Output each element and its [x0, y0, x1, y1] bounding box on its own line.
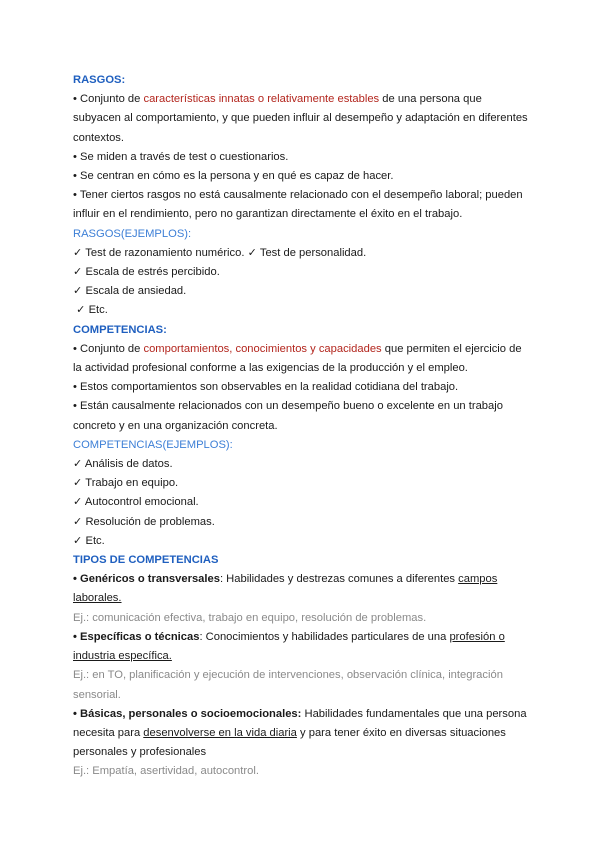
- underlined-text: campos: [458, 573, 498, 586]
- competencias-heading: COMPETENCIAS:: [73, 323, 167, 336]
- highlight-text: características innatas o relativamente estables: [143, 93, 380, 106]
- underlined-text: desenvolverse en la vida diaria: [143, 726, 297, 739]
- text: • Conjunto de: [73, 342, 144, 355]
- rasgos-bullet-relacion-line-1: • Tener ciertos rasgos no está causalmente relacionado con el desempeño laboral; pueden: [73, 189, 523, 202]
- text: • Conjunto de: [73, 93, 144, 106]
- list-item: ✓ Etc.: [73, 304, 108, 317]
- list-item: ✓ Escala de estrés percibido.: [73, 266, 220, 279]
- basicas-line-2: [73, 724, 533, 743]
- rasgos-definition-line-3: contextos.: [73, 131, 124, 144]
- underlined-text: industria específica.: [73, 650, 172, 663]
- list-item: ✓ Test de razonamiento numérico. ✓ Test de personalidad.: [73, 246, 367, 259]
- text: : Habilidades y destrezas comunes a diferentes: [219, 573, 459, 586]
- basicas-example: Ej.: Empatía, asertividad, autocontrol.: [73, 765, 259, 778]
- competencias-bullet-causal-line-1: • Están causalmente relacionados con un desempeño bueno o excelente en un trabajo: [73, 400, 503, 413]
- genericas-line-2: [73, 589, 533, 608]
- genericas-example: Ej.: comunicación efectiva, trabajo en equipo, resolución de problemas.: [73, 611, 427, 624]
- text: que permiten el ejercicio de: [381, 342, 522, 355]
- competencias-definition-line-1: [73, 340, 533, 359]
- rasgos-bullet-centro: • Se centran en cómo es la persona y en qué es capaz de hacer.: [73, 170, 394, 183]
- especificas-example-line-1: Ej.: en TO, planificación y ejecución de intervenciones, observación clínica, integración: [73, 669, 503, 682]
- basicas-line-3: personales y profesionales: [73, 746, 207, 759]
- list-item: ✓ Análisis de datos.: [73, 458, 173, 471]
- text: necesita para: [73, 726, 144, 739]
- rasgos-bullet-relacion-line-2: influir en el rendimiento, pero no garantizan directamente el éxito en el trabajo.: [73, 208, 463, 221]
- tipos-heading: TIPOS DE COMPETENCIAS: [73, 554, 219, 567]
- document-content: [73, 71, 533, 782]
- text: : Conocimientos y habilidades particulares de una: [199, 630, 450, 643]
- list-item: ✓ Autocontrol emocional.: [73, 496, 199, 509]
- underlined-text: profesión o: [449, 630, 505, 643]
- especificas-line-1: [73, 628, 533, 647]
- basicas-line-1: [73, 705, 533, 724]
- basicas-label: • Básicas, personales o socioemocionales:: [73, 707, 302, 720]
- competencias-bullet-observables: • Estos comportamientos son observables en la realidad cotidiana del trabajo.: [73, 381, 459, 394]
- text: de una persona que: [379, 93, 482, 106]
- competencias-ejemplos-heading: COMPETENCIAS(EJEMPLOS):: [73, 438, 233, 451]
- underlined-text: laborales.: [73, 592, 122, 605]
- list-item: ✓ Etc.: [73, 534, 105, 547]
- especificas-label: • Específicas o técnicas: [73, 630, 200, 643]
- rasgos-heading: RASGOS:: [73, 74, 126, 86]
- rasgos-bullet-medicion: • Se miden a través de test o cuestionarios.: [73, 150, 289, 163]
- rasgos-definition-line-2: subyacen al comportamiento, y que pueden influir al desempeño y adaptación en diferentes: [73, 112, 528, 125]
- list-item: ✓ Trabajo en equipo.: [73, 477, 179, 490]
- highlight-text: comportamientos, conocimientos y capacidades: [143, 342, 382, 355]
- text: y para tener éxito en diversas situaciones: [296, 726, 506, 739]
- competencias-definition-line-2: la actividad profesional conforme a las exigencias de la producción y el empleo.: [73, 362, 468, 375]
- list-item: ✓ Resolución de problemas.: [73, 515, 215, 528]
- rasgos-definition-line-1: [73, 90, 533, 109]
- genericas-line-1: [73, 570, 533, 589]
- rasgos-ejemplos-heading: RASGOS(EJEMPLOS):: [73, 227, 192, 240]
- competencias-bullet-causal-line-2: concreto y en una organización concreta.: [73, 419, 278, 432]
- list-item: ✓ Escala de ansiedad.: [73, 285, 187, 298]
- text: Habilidades fundamentales que una persona: [301, 707, 527, 720]
- genericas-label: • Genéricos o transversales: [73, 573, 220, 586]
- especificas-line-2: [73, 647, 533, 666]
- especificas-example-line-2: sensorial.: [73, 688, 121, 701]
